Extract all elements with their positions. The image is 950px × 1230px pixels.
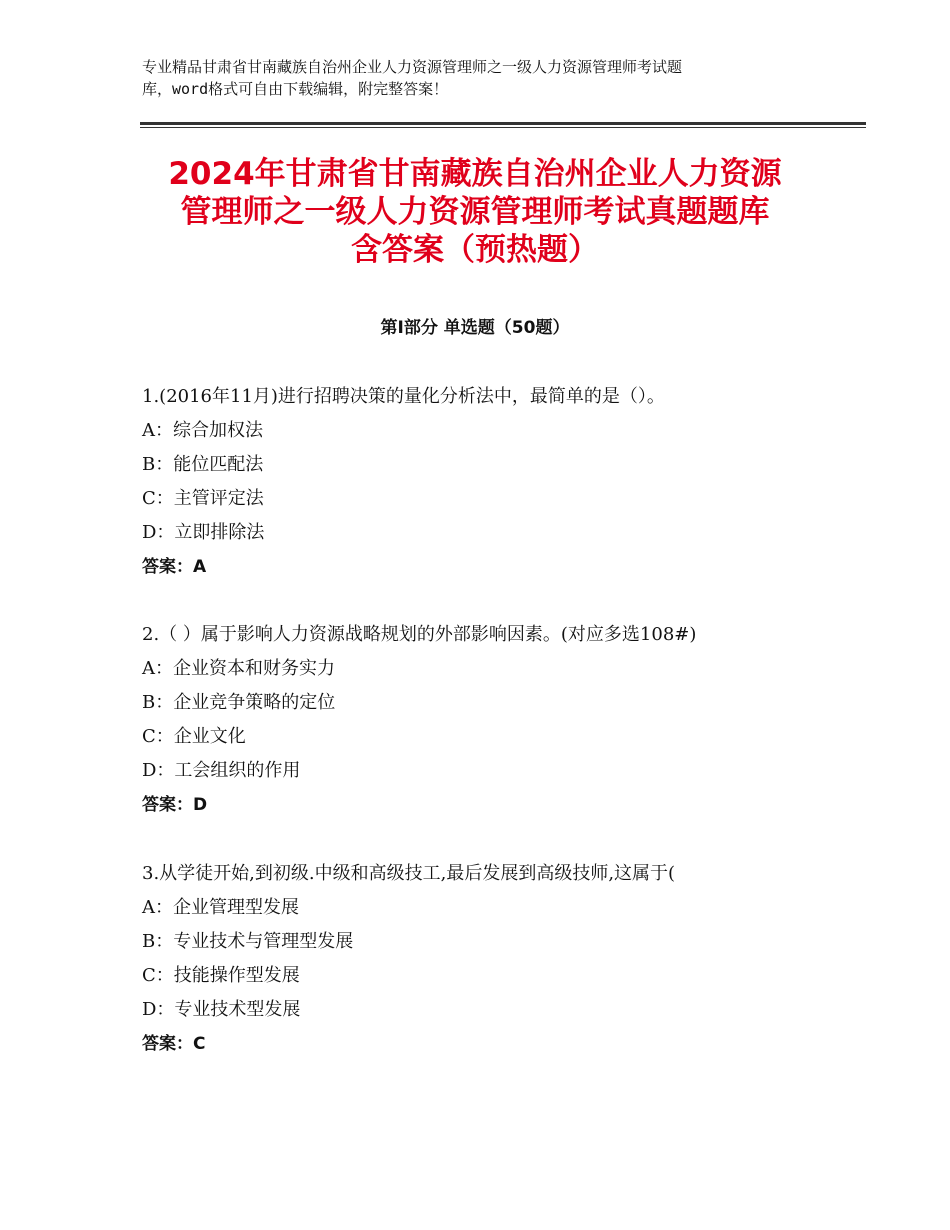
question-item (142, 618, 842, 822)
section-title: 第Ⅰ部分 单选题（50题） (380, 318, 570, 338)
option-b: B：专业技术与管理型发展 (142, 931, 354, 952)
title-line-2: 管理师之一级人力资源管理师考试真题题库 (180, 194, 770, 230)
option-d: D：专业技术型发展 (142, 999, 301, 1020)
question-item (142, 857, 842, 1061)
option-c: C：企业文化 (142, 726, 246, 747)
option-a: A：综合加权法 (142, 420, 263, 441)
question-text: 2.（ ）属于影响人力资源战略规划的外部影响因素。(对应多选108#) (142, 624, 697, 645)
option-a: A：企业管理型发展 (142, 897, 299, 918)
question-item (142, 380, 842, 584)
option-d: D：工会组织的作用 (142, 760, 301, 781)
answer-text: 答案：D (142, 795, 208, 815)
header-note-line-2: 库，word格式可自由下载编辑，附完整答案！ (142, 80, 449, 98)
header-note-line-1: 专业精品甘肃省甘南藏族自治州企业人力资源管理师之一级人力资源管理师考试题 (142, 58, 683, 76)
option-c: C：技能操作型发展 (142, 965, 300, 986)
question-text: 3.从学徒开始,到初级.中级和高级技工,最后发展到高级技师,这属于( (142, 863, 676, 884)
header-note (142, 56, 832, 100)
option-b: B：企业竞争策略的定位 (142, 692, 336, 713)
title-line-1: 2024年甘肃省甘南藏族自治州企业人力资源 (168, 156, 782, 192)
document-title (100, 155, 850, 269)
option-a: A：企业资本和财务实力 (142, 658, 335, 679)
option-c: C：主管评定法 (142, 488, 264, 509)
question-text: 1.(2016年11月)进行招聘决策的量化分析法中，最简单的是（）。 (142, 386, 665, 407)
answer-text: 答案：A (142, 557, 207, 577)
answer-text: 答案：C (142, 1034, 206, 1054)
option-b: B：能位匹配法 (142, 454, 264, 475)
option-d: D：立即排除法 (142, 522, 265, 543)
header-divider-thick (140, 122, 866, 125)
title-line-3: 含答案（预热题） (351, 232, 599, 268)
header-divider-thin (140, 127, 866, 128)
